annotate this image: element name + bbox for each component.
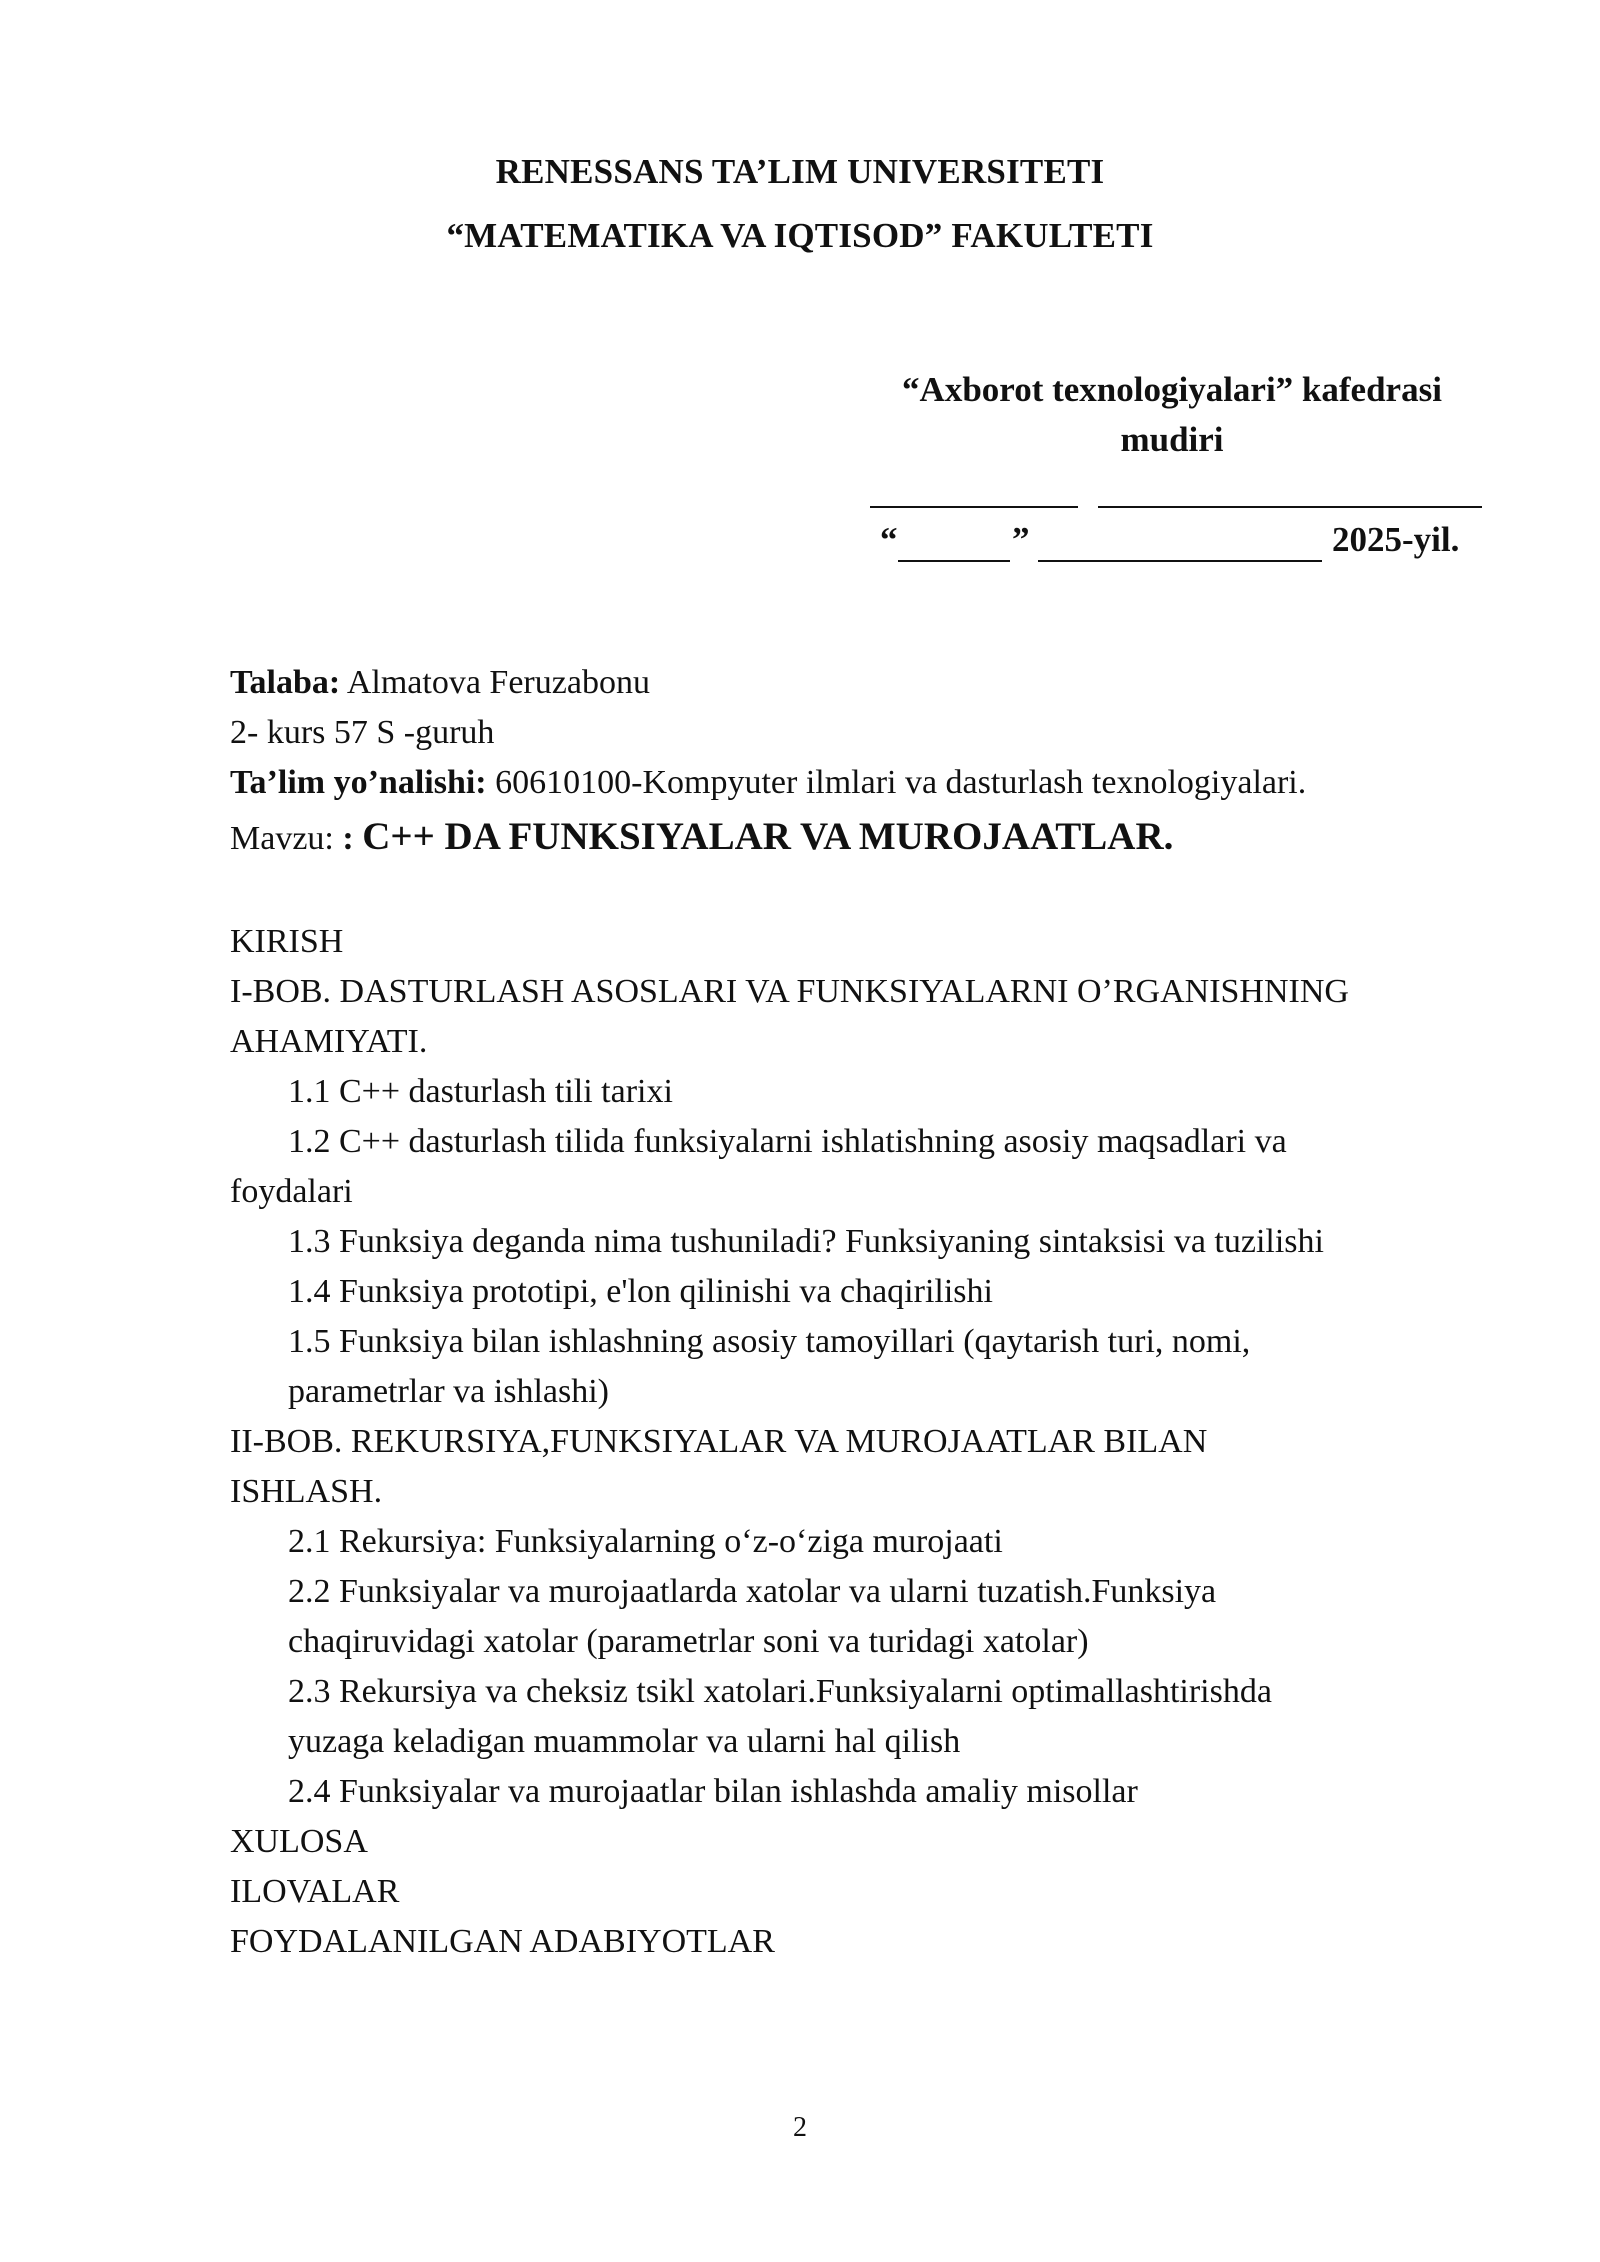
toc-chapter-1-cont: AHAMIYATI. xyxy=(230,1023,428,1060)
toc-intro: KIRISH xyxy=(230,923,344,960)
toc-section-2-1: 2.1 Rekursiya: Funksiyalarning o‘z-o‘ziga murojaati xyxy=(288,1523,1003,1560)
student-row xyxy=(230,664,650,702)
faculty-title: “MATEMATIKA VA IQTISOD” FAKULTETI xyxy=(446,216,1154,255)
year-text: 2025-yil. xyxy=(1332,520,1460,559)
toc-chapter-1: I-BOB. DASTURLASH ASOSLARI VA FUNKSIYALARNI O’RGANISHNING xyxy=(230,973,1349,1010)
topic-label: Mavzu: xyxy=(230,820,334,857)
student-name: Almatova Feruzabonu xyxy=(346,664,650,701)
student-label: Talaba: xyxy=(230,664,341,701)
course-group: 2- kurs 57 S -guruh xyxy=(230,714,495,751)
toc-section-1-5-cont: parametrlar va ishlashi) xyxy=(288,1373,609,1410)
toc-chapter-2: II-BOB. REKURSIYA,FUNKSIYALAR VA MUROJAATLAR BILAN xyxy=(230,1423,1208,1460)
toc-references: FOYDALANILGAN ADABIYOTLAR xyxy=(230,1923,775,1960)
toc-section-2-3: 2.3 Rekursiya va cheksiz tsikl xatolari.Funksiyalarni optimallashtirishda xyxy=(288,1673,1272,1710)
month-blank xyxy=(1038,520,1322,562)
topic-row xyxy=(230,814,1173,859)
toc-section-1-1: 1.1 C++ dasturlash tili tarixi xyxy=(288,1073,673,1110)
direction-row xyxy=(230,764,1306,802)
toc-conclusion: XULOSA xyxy=(230,1823,368,1860)
department-head-title: “Axborot texnologiyalari” kafedrasi xyxy=(902,370,1442,409)
university-title: RENESSANS TA’LIM UNIVERSITETI xyxy=(495,152,1105,191)
topic-colon: : xyxy=(333,820,363,857)
toc-section-1-3: 1.3 Funksiya deganda nima tushuniladi? Funksiyaning sintaksisi va tuzilishi xyxy=(288,1223,1324,1260)
toc-appendices: ILOVALAR xyxy=(230,1873,400,1910)
toc-section-2-2: 2.2 Funksiyalar va murojaatlarda xatolar va ularni tuzatish.Funksiya xyxy=(288,1573,1217,1610)
signature-blank xyxy=(870,472,1078,508)
date-close-quote: ” xyxy=(1012,520,1030,559)
day-blank xyxy=(898,520,1010,562)
toc-section-1-4: 1.4 Funksiya prototipi, e'lon qilinishi va chaqirilishi xyxy=(288,1273,993,1310)
toc-section-1-2-cont: foydalari xyxy=(230,1173,353,1210)
direction-value: 60610100-Kompyuter ilmlari va dasturlash texnologiyalari. xyxy=(495,764,1307,801)
date-row xyxy=(870,520,1482,568)
name-blank xyxy=(1098,472,1482,508)
department-head-role: mudiri xyxy=(1120,420,1224,459)
toc-section-2-3-cont: yuzaga keladigan muammolar va ularni hal qilish xyxy=(288,1723,961,1760)
signature-row xyxy=(870,472,1482,512)
toc-section-2-2-cont: chaqiruvidagi xatolar (parametrlar soni va turidagi xatolar) xyxy=(288,1623,1089,1660)
topic-title: C++ DA FUNKSIYALAR VA MUROJAATLAR. xyxy=(362,815,1174,858)
direction-label: Ta’lim yo’nalishi: xyxy=(230,764,487,801)
table-of-contents xyxy=(230,917,1490,1967)
date-open-quote: “ xyxy=(880,520,898,559)
page-number: 2 xyxy=(793,2112,807,2143)
toc-section-1-5: 1.5 Funksiya bilan ishlashning asosiy tamoyillari (qaytarish turi, nomi, xyxy=(288,1323,1251,1360)
toc-chapter-2-cont: ISHLASH. xyxy=(230,1473,383,1510)
toc-section-2-4: 2.4 Funksiyalar va murojaatlar bilan ishlashda amaliy misollar xyxy=(288,1773,1138,1810)
toc-section-1-2: 1.2 C++ dasturlash tilida funksiyalarni ishlatishning asosiy maqsadlari va xyxy=(288,1123,1287,1160)
